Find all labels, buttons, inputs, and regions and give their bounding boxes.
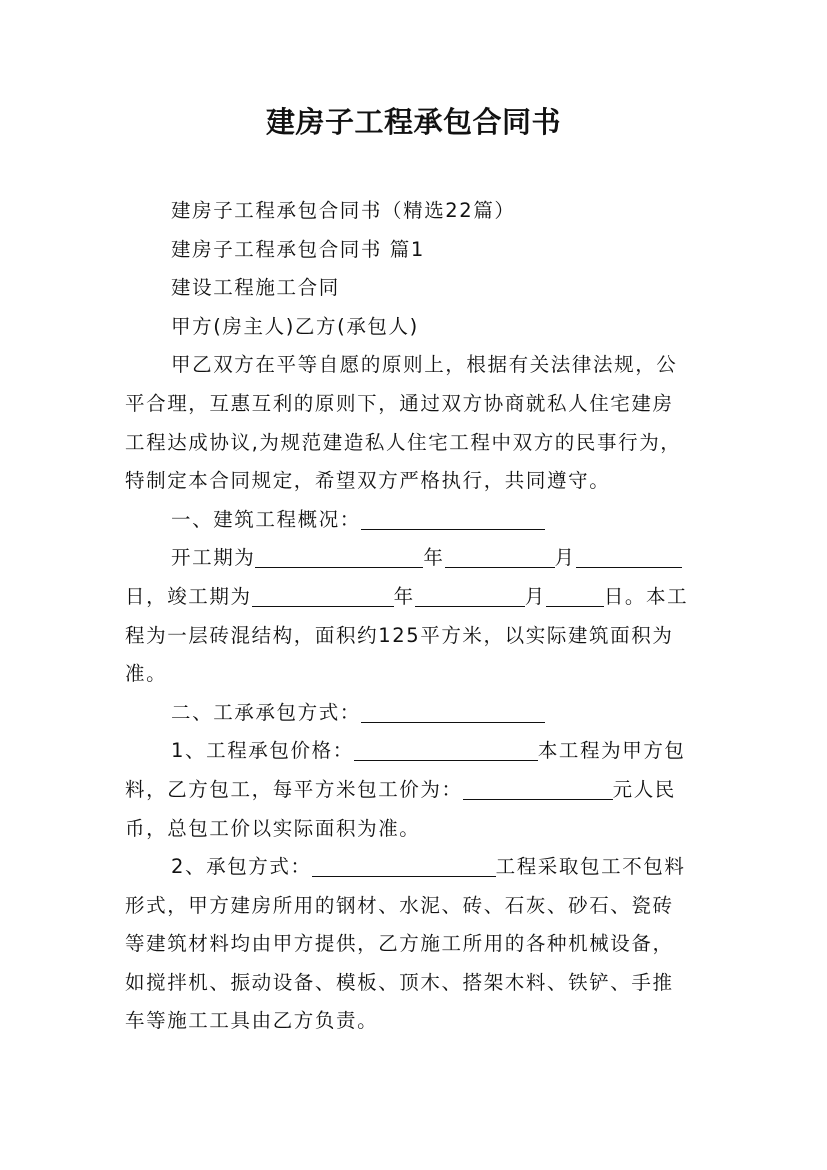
parties-line: 甲方(房主人)乙方(承包人) [171, 314, 419, 338]
text-segment: 月 [554, 546, 576, 570]
fill-in-blank [445, 545, 555, 568]
fill-in-blank [361, 700, 545, 723]
paragraph-line: 特制定本合同规定，希望双方严格执行，共同遵守。 [125, 469, 611, 493]
text-segment: 年 [423, 546, 445, 570]
text-segment: 月 [524, 584, 546, 608]
subtitle-line: 建房子工程承包合同书（精选22篇） [171, 199, 516, 222]
document-body [125, 192, 703, 1041]
text-segment: 2、承包方式： [171, 855, 312, 879]
text-segment: 料，乙方包工，每平方米包工价为： [125, 777, 463, 801]
text-segment: 工程采取包工不包料 [495, 855, 686, 879]
text-segment: 元人民 [612, 777, 676, 801]
text-segment: 开工期为 [171, 546, 256, 570]
text-segment: 本工程为甲方包 [537, 739, 686, 763]
fill-in-blank [354, 738, 538, 761]
fill-in-blank [312, 854, 496, 877]
paragraph-line: 车等施工工具由乙方负责。 [125, 1009, 379, 1033]
paragraph-line [125, 732, 703, 771]
paragraph-line [125, 539, 703, 578]
paragraph-line: 准。 [125, 662, 168, 686]
clause-label: 二、工承承包方式： [171, 700, 361, 724]
paragraph-line: 如搅拌机、振动设备、模板、顶木、搭架木料、铁铲、手推 [125, 970, 674, 994]
fill-in-blank [463, 777, 613, 800]
fill-in-blank [546, 584, 604, 607]
section-heading-line: 建房子工程承包合同书 篇1 [171, 237, 425, 261]
text-segment: 年 [393, 584, 415, 608]
paragraph-line: 工程达成协议,为规范建造私人住宅工程中双方的民事行为， [125, 430, 682, 454]
fill-in-blank [252, 584, 394, 607]
document-title: 建房子工程承包合同书 [265, 105, 561, 139]
paragraph-line: 甲乙双方在平等自愿的原则上，根据有关法律法规，公 [171, 353, 678, 377]
paragraph-line: 形式，甲方建房所用的钢材、水泥、砖、石灰、砂石、瓷砖 [125, 893, 674, 917]
paragraph-line [125, 848, 703, 887]
text-segment: 1、工程承包价格： [171, 739, 354, 763]
paragraph-line [125, 771, 703, 810]
clause-heading-2 [125, 694, 703, 733]
paragraph-line: 程为一层砖混结构，面积约125平方米，以实际建筑面积为 [125, 623, 674, 647]
contract-name-line: 建设工程施工合同 [171, 276, 340, 300]
fill-in-blank [576, 545, 682, 568]
fill-in-blank [361, 507, 545, 530]
text-segment: 日，竣工期为 [125, 584, 252, 608]
paragraph-line: 等建筑材料均由甲方提供，乙方施工所用的各种机械设备， [125, 932, 674, 956]
text-segment: 日。本工 [603, 584, 689, 608]
paragraph-line [125, 578, 703, 617]
clause-heading-1 [125, 501, 703, 540]
paragraph-line: 币，总包工价以实际面积为准。 [125, 816, 421, 840]
fill-in-blank [255, 545, 423, 568]
paragraph-line: 平合理，互惠互利的原则下，通过双方协商就私人住宅建房 [125, 391, 674, 415]
fill-in-blank [415, 584, 525, 607]
clause-label: 一、建筑工程概况： [171, 507, 361, 531]
